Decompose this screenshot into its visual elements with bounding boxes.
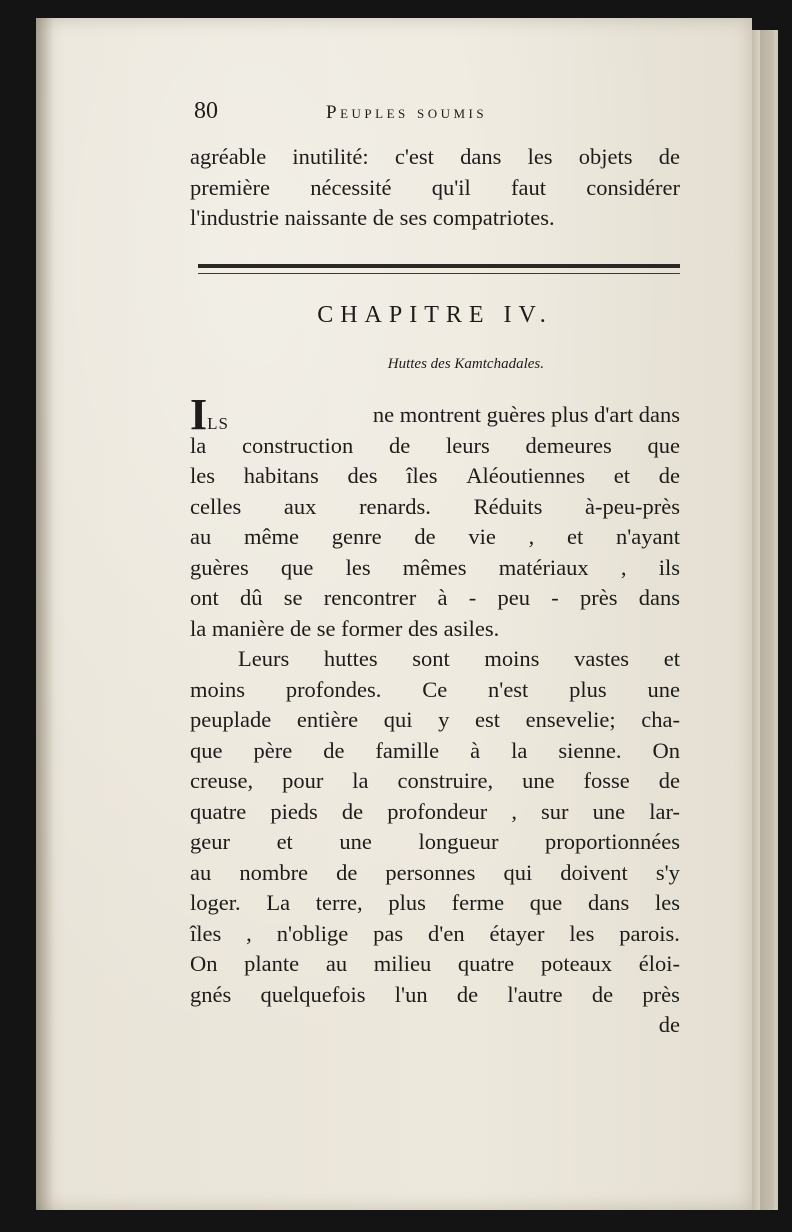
- text-line: [190, 766, 680, 797]
- word: de: [658, 768, 680, 793]
- word: pour: [282, 768, 324, 793]
- word: poteaux: [540, 951, 613, 976]
- word: de: [336, 859, 358, 885]
- word: et: [566, 524, 584, 549]
- word: quelquefois: [260, 981, 366, 1007]
- word: inutilité:: [292, 144, 369, 169]
- text-line: [190, 919, 680, 950]
- word: de: [658, 144, 680, 169]
- word: à: [470, 737, 481, 763]
- word: les: [654, 890, 680, 915]
- word: proportionnées: [545, 829, 680, 854]
- text-line: [190, 858, 680, 889]
- text-line: la manière de se former des asiles.: [190, 615, 500, 641]
- word: Aléoutiennes: [466, 463, 585, 488]
- text-line: [190, 949, 680, 980]
- text-line: [190, 736, 680, 767]
- word: la: [352, 768, 369, 793]
- word: quatre: [457, 951, 515, 976]
- word: de: [414, 524, 436, 549]
- word: que: [190, 737, 223, 763]
- word: y: [438, 707, 450, 732]
- word: terre,: [315, 890, 363, 915]
- word: huttes: [323, 646, 378, 671]
- word: même: [243, 524, 299, 549]
- word: de: [341, 798, 364, 824]
- word: creuse,: [190, 768, 254, 793]
- word: -: [551, 585, 559, 610]
- text-line: [190, 980, 680, 1011]
- word: loger.: [190, 890, 241, 915]
- word: moins: [190, 676, 246, 702]
- word: éloi-: [638, 951, 680, 976]
- word: de: [388, 432, 411, 458]
- word: dans: [638, 585, 680, 610]
- word: plante: [244, 951, 300, 976]
- word: première: [190, 174, 270, 200]
- word: d'en: [428, 920, 465, 946]
- gutter-shadow: [36, 18, 54, 1210]
- word: sienne.: [558, 737, 622, 763]
- word: n'ayant: [615, 524, 680, 549]
- page-header: [194, 98, 694, 132]
- word: ensevelie;: [525, 707, 616, 732]
- text-line: [190, 142, 680, 173]
- word: objets: [578, 144, 633, 169]
- word: leurs: [445, 432, 490, 458]
- word: pas: [373, 920, 404, 946]
- word: considérer: [586, 174, 680, 200]
- word: pieds: [270, 798, 318, 824]
- word: milieu: [373, 951, 432, 976]
- text-line: [190, 431, 680, 462]
- catchword: de: [658, 1012, 680, 1037]
- word: profondeur: [387, 798, 488, 824]
- word: une: [522, 768, 555, 793]
- word: sont: [412, 646, 450, 671]
- word: parois.: [619, 920, 680, 946]
- chapter-title: CHAPITRE IV.: [317, 302, 553, 328]
- word: construction: [242, 432, 354, 458]
- word: plus: [569, 676, 607, 702]
- word: famille: [375, 737, 440, 763]
- text-line: [190, 173, 680, 204]
- chapter-subtitle: Huttes des Kamtchadales.: [387, 356, 544, 372]
- word: les: [190, 463, 215, 488]
- text-line: [190, 583, 680, 614]
- word: la: [511, 737, 528, 763]
- word: la: [190, 432, 207, 458]
- word: ferme: [451, 890, 505, 915]
- text-line: [190, 553, 680, 584]
- word: îles: [406, 463, 438, 488]
- word: qui: [503, 859, 533, 885]
- word: que: [529, 890, 563, 915]
- word: n'est: [488, 676, 529, 702]
- body-text: [190, 390, 680, 1041]
- text-line: [190, 492, 680, 523]
- first-line-rest: ne montrent guères plus d'art dans: [372, 402, 680, 427]
- word: On: [190, 951, 218, 976]
- word: sur: [541, 798, 569, 824]
- word: et: [276, 829, 293, 854]
- word: et: [613, 463, 630, 488]
- word: à: [437, 585, 448, 610]
- word: près: [579, 585, 618, 610]
- word: faut: [511, 174, 547, 200]
- word: dû: [240, 585, 263, 610]
- text-line: [190, 461, 680, 492]
- word: rencontrer: [323, 585, 417, 610]
- word: dans: [588, 890, 630, 915]
- word: La: [266, 890, 291, 915]
- text-line: [190, 675, 680, 706]
- word: une: [339, 829, 372, 854]
- word: que: [647, 432, 680, 458]
- word: personnes: [385, 859, 476, 885]
- word: demeures: [525, 432, 612, 458]
- word: père: [253, 737, 293, 763]
- text-line-first: [190, 390, 680, 439]
- word: nombre: [239, 859, 309, 885]
- word: -: [468, 585, 477, 610]
- page-stack-edge: [760, 30, 774, 1210]
- word: ils: [658, 554, 680, 580]
- word: moins: [484, 646, 540, 671]
- word: que: [280, 554, 314, 580]
- word: ,: [620, 554, 627, 580]
- word: les: [569, 920, 595, 946]
- word: se: [283, 585, 303, 610]
- word: peu: [497, 585, 530, 610]
- text-line-indent: [190, 644, 680, 675]
- text-line: [190, 522, 680, 553]
- word: l'un: [394, 981, 428, 1007]
- top-paragraph: [190, 142, 680, 234]
- word: quatre: [190, 798, 247, 824]
- word: de: [658, 463, 680, 488]
- word: une: [647, 676, 680, 702]
- word: fosse: [583, 768, 630, 793]
- word: habitans: [243, 463, 319, 488]
- word: qu'il: [431, 174, 471, 200]
- word: est: [475, 707, 501, 732]
- word: construire,: [397, 768, 494, 793]
- word: de: [323, 737, 345, 763]
- page-number: 80: [194, 98, 218, 124]
- word: étayer: [489, 920, 545, 946]
- small-caps-rest: LS: [207, 414, 229, 433]
- word: de: [591, 981, 614, 1007]
- text-line: [190, 705, 680, 736]
- word: agréable: [190, 144, 267, 169]
- word: celles: [190, 493, 242, 519]
- word: entière: [296, 707, 359, 732]
- word: genre: [331, 524, 382, 549]
- word: On: [652, 737, 680, 763]
- word: lar-: [649, 798, 680, 824]
- word: profondes.: [285, 676, 382, 702]
- word: c'est: [394, 144, 434, 169]
- word: matériaux: [498, 554, 589, 580]
- word: aux: [283, 493, 317, 519]
- text-line: [190, 827, 680, 858]
- word: l'autre: [507, 981, 563, 1007]
- text-line: [190, 888, 680, 919]
- word: ,: [511, 798, 517, 824]
- word: plus: [388, 890, 426, 915]
- word: gnés: [190, 981, 232, 1007]
- word: de: [456, 981, 479, 1007]
- word: Ce: [422, 676, 448, 702]
- text-line: l'industrie naissante de ses compatriotes.: [190, 205, 555, 230]
- word: renards.: [359, 493, 431, 519]
- word: ,: [246, 920, 252, 946]
- running-head: Peuples soumis: [326, 102, 488, 123]
- drop-cap: I: [190, 390, 208, 439]
- word: les: [345, 554, 371, 580]
- chapter-rule-thin: [198, 273, 680, 274]
- word: doivent: [560, 859, 628, 885]
- word: au: [190, 524, 212, 549]
- word: des: [347, 463, 378, 488]
- word: s'y: [655, 859, 680, 885]
- word: au: [190, 859, 212, 885]
- word: geur: [190, 829, 230, 854]
- word: Réduits: [473, 493, 543, 519]
- word: une: [592, 798, 626, 824]
- word: nécessité: [310, 174, 392, 200]
- word: guères: [190, 554, 249, 580]
- word: mêmes: [402, 554, 467, 580]
- word: longueur: [418, 829, 499, 854]
- text-line: [190, 797, 680, 828]
- word: et: [663, 646, 680, 671]
- word: qui: [383, 707, 413, 732]
- word: ,: [528, 524, 535, 549]
- word: vie: [468, 524, 496, 549]
- word: Leurs: [238, 646, 290, 671]
- chapter-rule-thick: [198, 264, 680, 268]
- word: dans: [460, 144, 502, 169]
- word: cha-: [641, 707, 680, 732]
- word: au: [325, 951, 348, 976]
- word: îles: [190, 920, 222, 946]
- word: ont: [190, 585, 219, 610]
- word: vastes: [574, 646, 630, 671]
- word: n'oblige: [276, 920, 349, 946]
- word: à-peu-près: [585, 493, 680, 519]
- word: près: [642, 981, 680, 1007]
- word: peuplade: [190, 707, 272, 732]
- word: les: [527, 144, 553, 169]
